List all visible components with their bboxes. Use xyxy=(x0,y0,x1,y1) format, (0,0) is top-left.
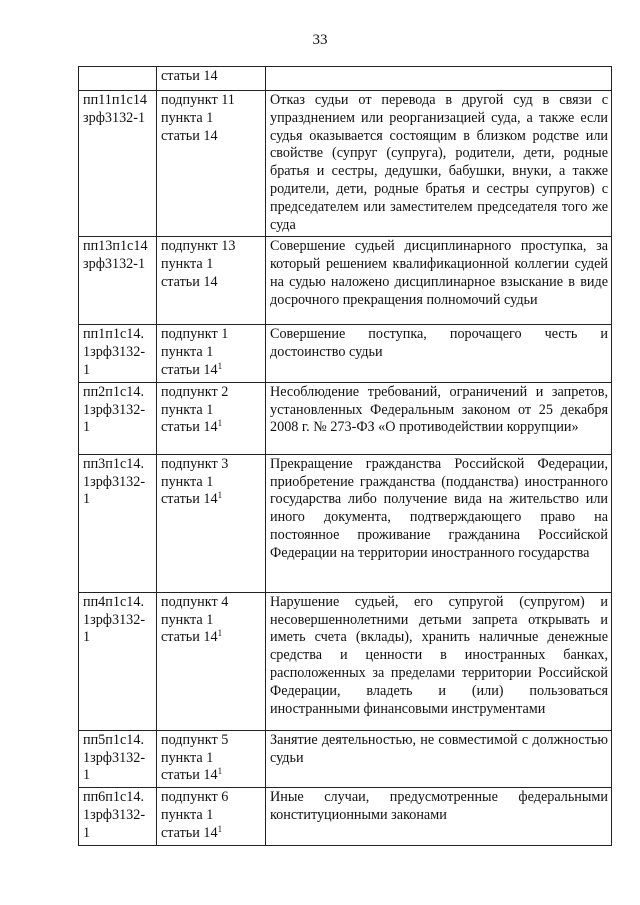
table-row xyxy=(79,788,612,845)
row-reference xyxy=(157,325,266,382)
row-description: Совершение судьей дисциплинарного проступка, за который решением квалификационной коллегии судей на судью наложено дисциплинарное взыскание в виде досрочного прекращения полномочий судьи xyxy=(266,237,612,325)
reference-superscript: 1 xyxy=(217,823,223,834)
row-code xyxy=(79,67,157,91)
row-code: пп3п1с14. 1зрф3132- 1 xyxy=(79,454,157,592)
reference-text: подпункт 3 пункта 1 статьи 14 xyxy=(161,455,229,508)
row-reference xyxy=(157,91,266,237)
row-reference xyxy=(157,788,266,845)
row-reference xyxy=(157,67,266,91)
table-row xyxy=(79,91,612,237)
row-reference xyxy=(157,730,266,787)
reference-text: подпункт 4 пункта 1 статьи 14 xyxy=(161,593,229,646)
row-code: пп11п1с14 зрф3132-1 xyxy=(79,91,157,237)
row-description: Нарушение судьей, его супругой (супругом) и несовершеннолетними детьми запрета открывать и иметь счета (вклады), хранить наличные денежные средства и ценности в иностранных банках, расположенных за пределами территории Российской Федерации, владеть и (или) пользоваться иностранными финансовыми инструментами xyxy=(266,592,612,730)
row-description: Прекращение гражданства Российской Федерации, приобретение гражданства (подданства) иностранного государства либо получение вида на жительство или иного документа, подтверждающего право на постоянное проживание гражданина Российской Федерации на территории иностранного государства xyxy=(266,454,612,592)
reference-superscript: 1 xyxy=(217,418,223,429)
row-code: пп5п1с14. 1зрф3132- 1 xyxy=(79,730,157,787)
reference-superscript: 1 xyxy=(217,766,223,777)
table-row xyxy=(79,730,612,787)
table-row xyxy=(79,382,612,454)
table-row xyxy=(79,592,612,730)
reference-text: подпункт 5 пункта 1 статьи 14 xyxy=(161,731,229,784)
reference-text: статьи 14 xyxy=(161,68,218,84)
reference-text: подпункт 11 пункта 1 статьи 14 xyxy=(161,92,235,144)
row-code: пп1п1с14. 1зрф3132- 1 xyxy=(79,325,157,382)
row-code: пп2п1с14. 1зрф3132- 1 xyxy=(79,382,157,454)
row-code: пп13п1с14 зрф3132-1 xyxy=(79,237,157,325)
row-description: Совершение поступка, порочащего честь и достоинство судьи xyxy=(266,325,612,382)
row-description: Иные случаи, предусмотренные федеральными конституционными законами xyxy=(266,788,612,845)
reference-text: подпункт 1 пункта 1 статьи 14 xyxy=(161,326,229,378)
row-description: Несоблюдение требований, ограничений и запретов, установленных Федеральным законом от 25 декабря 2008 г. № 273-ФЗ «О противодействии коррупции» xyxy=(266,382,612,454)
row-description: Отказ судьи от перевода в другой суд в связи с упразднением или реорганизацией суда, а также если судья оказывается состоящим в близком родстве или свойстве (супруг (супруга), родители, дети, родные братья и сестры, дедушки, бабушки, внуки, а также родители, дети, родные братья и сестры супругов) с председателем или заместителем председателя того же суда xyxy=(266,91,612,237)
reference-text: подпункт 2 пункта 1 статьи 14 xyxy=(161,383,229,436)
table-row xyxy=(79,237,612,325)
row-reference xyxy=(157,382,266,454)
grounds-table xyxy=(78,66,612,846)
row-reference xyxy=(157,454,266,592)
page-number: 33 xyxy=(312,32,328,48)
row-description: Занятие деятельностью, не совместимой с должностью судьи xyxy=(266,730,612,787)
row-code: пп4п1с14. 1зрф3132- 1 xyxy=(79,592,157,730)
table-row xyxy=(79,67,612,91)
row-code: пп6п1с14. 1зрф3132- 1 xyxy=(79,788,157,845)
reference-text: подпункт 6 пункта 1 статьи 14 xyxy=(161,789,229,841)
row-reference xyxy=(157,592,266,730)
reference-text: подпункт 13 пункта 1 статьи 14 xyxy=(161,238,236,290)
reference-superscript: 1 xyxy=(217,360,223,371)
row-reference xyxy=(157,237,266,325)
reference-superscript: 1 xyxy=(217,490,223,501)
row-description xyxy=(266,67,612,91)
table-row xyxy=(79,325,612,382)
table-row xyxy=(79,454,612,592)
reference-superscript: 1 xyxy=(217,628,223,639)
